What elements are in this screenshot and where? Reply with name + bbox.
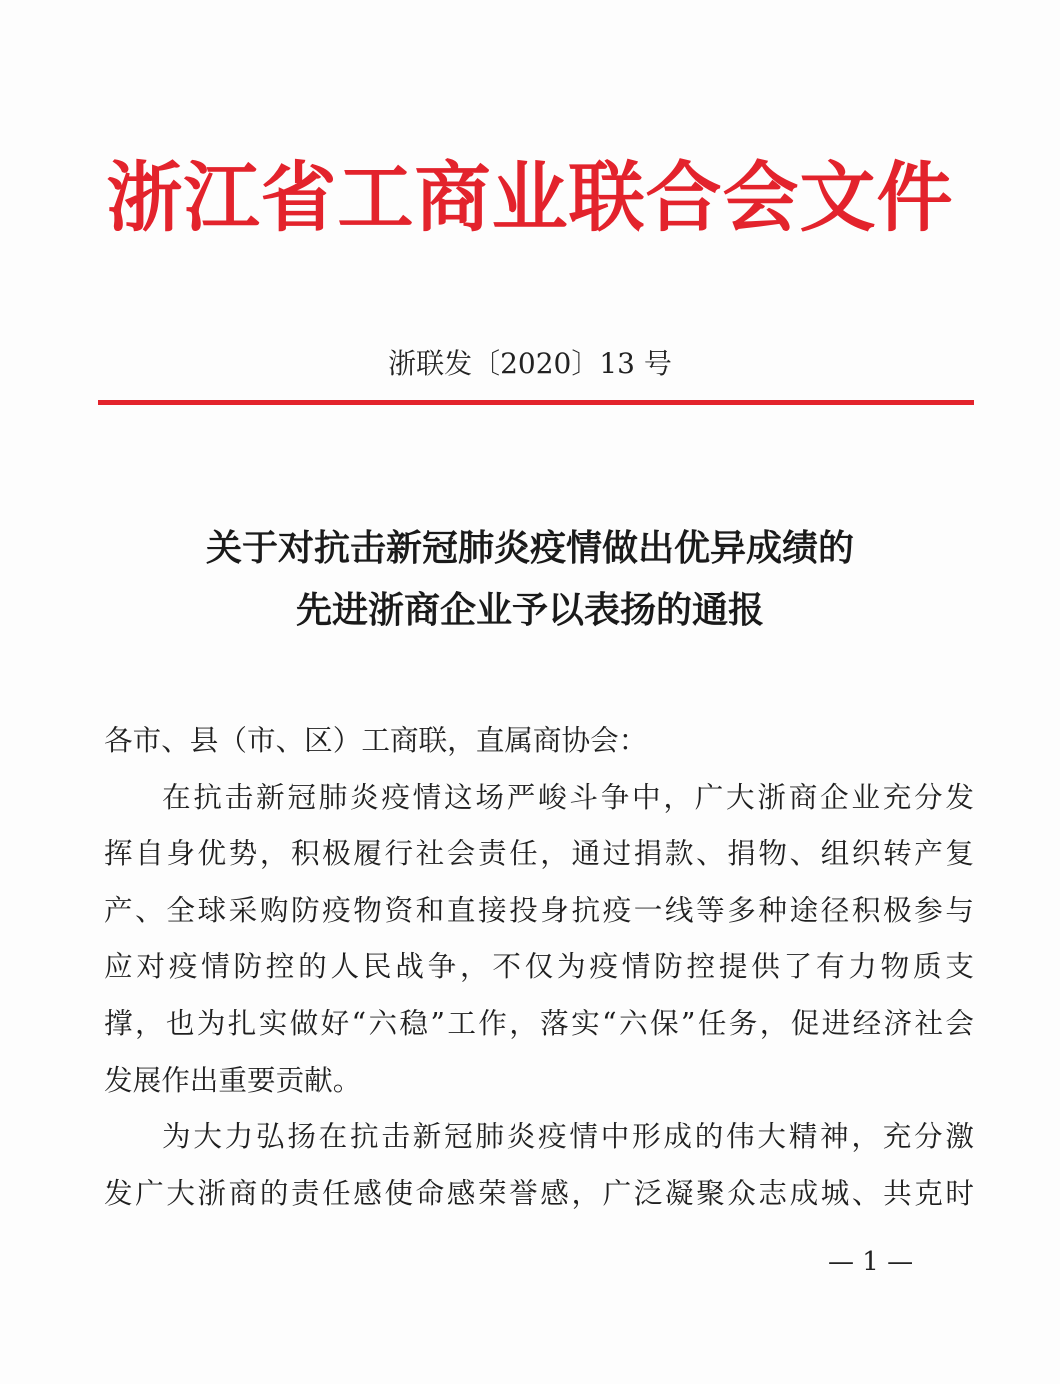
document-number: 浙联发〔2020〕13 号 [388, 347, 672, 380]
paragraph-line: 应对疫情防控的人民战争，不仅为疫情防控提供了有力物质支 [104, 949, 974, 984]
document-title [0, 518, 1060, 642]
paragraph-line: 为大力弘扬在抗击新冠肺炎疫情中形成的伟大精神，充分激 [162, 1119, 974, 1154]
page-number-text: — 1 — [828, 1247, 914, 1277]
paragraph-line: 产、全球采购防疫物资和直接投身抗疫一线等多种途径积极参与 [104, 892, 974, 927]
red-divider-line [98, 400, 974, 405]
salutation: 各市、县（市、区）工商联，直属商协会： [104, 723, 648, 757]
paragraph-line: 发广大浙商的责任感使命感荣誉感，广泛凝聚众志成城、共克时 [104, 1175, 974, 1210]
paragraph-line: 挥自身优势，积极履行社会责任，通过捐款、捐物、组织转产复 [104, 836, 974, 871]
title-line: 关于对抗击新冠肺炎疫情做出优异成绩的 [205, 528, 854, 569]
issuer-header: 浙江省工商业联合会文件 [106, 153, 954, 242]
title-line: 先进浙商企业予以表扬的通报 [295, 590, 764, 631]
paragraph-line: 发展作出重要贡献。 [104, 1062, 362, 1097]
paragraph-line: 撑，也为扎实做好“六稳”工作，落实“六保”任务，促进经济社会 [104, 1005, 974, 1040]
document-body [104, 712, 974, 1221]
paragraph-line: 在抗击新冠肺炎疫情这场严峻斗争中，广大浙商企业充分发 [162, 779, 974, 814]
